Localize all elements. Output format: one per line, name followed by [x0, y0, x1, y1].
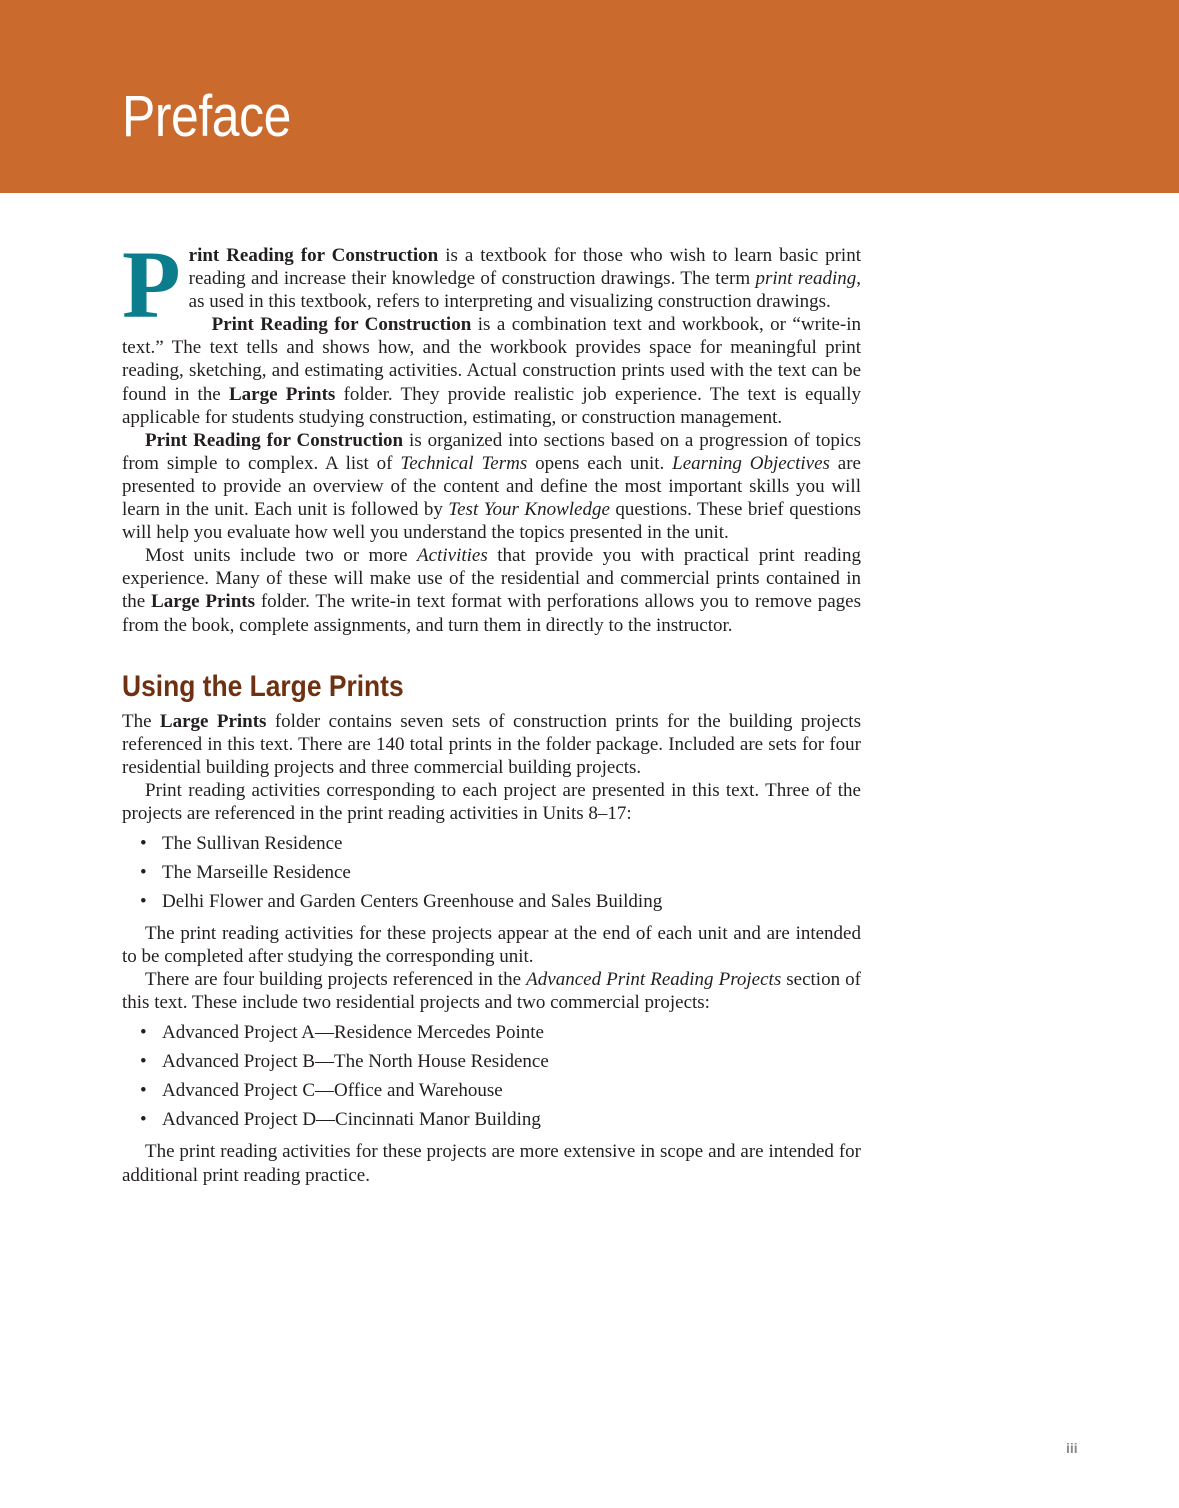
- section-heading: Using the Large Prints: [122, 669, 404, 703]
- page-number: iii: [1066, 1440, 1078, 1456]
- section-paragraph-3: The print reading activities for these projects appear at the end of each unit and are intended to be completed after studying the corresponding unit.: [122, 923, 861, 968]
- page-title: Preface: [122, 84, 291, 149]
- list-item: • Advanced Project A—Residence Mercedes Pointe: [140, 1018, 861, 1047]
- chapter-banner: [0, 0, 1179, 193]
- list-item: • The Marseille Residence: [140, 858, 861, 887]
- intro-paragraph-4: Most units include two or more Activities that provide you with practical print reading experience. Many of these will make use of the residential and commercial prints contained in the Large Prints folder. The write-in text format with perforations allows you to remove pages from the book, complete assignments, and turn them in directly to the instructor.: [122, 545, 862, 636]
- intro-paragraph-2: Print Reading for Construction is a combination text and workbook, or “write-in text.” The text tells and shows how, and the workbook provides space for meaningful print reading, sketching, and estimating activities. Actual construction prints used with the text can be found in the Large Prints folder. They provide realistic job experience. The text is equally applicable for students studying construction, estimating, or construction management.: [122, 314, 862, 428]
- section-paragraph-4: There are four building projects referenced in the Advanced Print Reading Projects section of this text. These include two residential projects and two commercial projects:: [122, 969, 861, 1014]
- intro-paragraph-3: Print Reading for Construction is organized into sections based on a progression of topics from simple to complex. A list of Technical Terms opens each unit. Learning Objectives are presented to provide an overview of the content and define the most important skills you will learn in the unit. Each unit is followed by Test Your Knowledge questions. These brief questions will help you evaluate how well you understand the topics presented in the unit.: [122, 429, 861, 544]
- drop-cap: P: [122, 231, 181, 338]
- advanced-project-list: [122, 1018, 861, 1134]
- section-paragraph-5: The print reading activities for these projects are more extensive in scope and are intended for additional print reading practice.: [122, 1141, 861, 1186]
- section-paragraph-2: Print reading activities corresponding to each project are presented in this text. Three of the projects are referenced in the print reading activities in Units 8–17:: [122, 779, 861, 824]
- list-item: • The Sullivan Residence: [140, 829, 861, 858]
- intro-paragraph-1: Print Reading for Construction is a textbook for those who wish to learn basic print reading and increase their knowledge of construction drawings. The term print reading, as used in this textbook, refers to interpreting and visualizing construction drawings.: [122, 231, 861, 338]
- list-item: • Advanced Project B—The North House Residence: [140, 1047, 861, 1076]
- list-item: • Advanced Project D—Cincinnati Manor Building: [140, 1105, 861, 1134]
- section-paragraph-1: The Large Prints folder contains seven sets of construction prints for the building projects referenced in this text. There are 140 total prints in the folder package. Included are sets for four residential building projects and three commercial building projects.: [122, 710, 861, 778]
- project-list: [122, 829, 861, 916]
- list-item: • Delhi Flower and Garden Centers Greenhouse and Sales Building: [140, 887, 861, 916]
- body-content: [122, 231, 862, 1187]
- list-item: • Advanced Project C—Office and Warehouse: [140, 1076, 861, 1105]
